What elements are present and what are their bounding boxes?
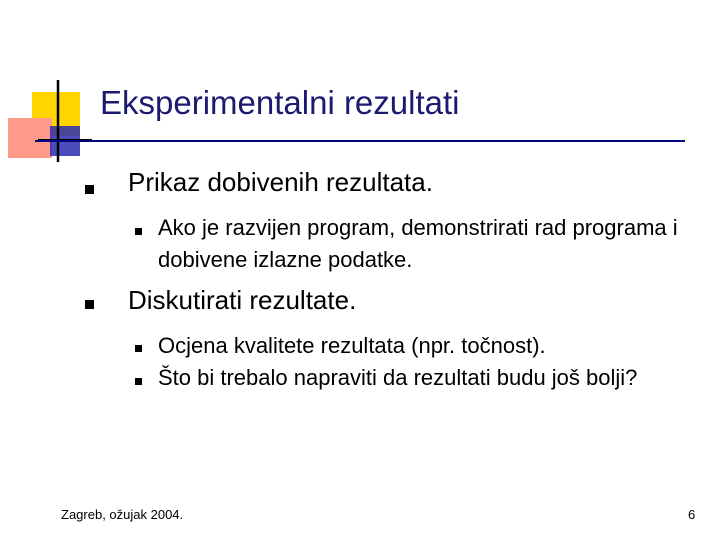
sub-bullet-marker-2-1 [135,345,142,352]
sub-bullet-marker-1-1 [135,228,142,235]
sub-bullet-marker-2-2 [135,378,142,385]
sub-bullet-2-1-text: Ocjena kvalitete rezultata (npr. točnost). [158,333,546,358]
bullet-2-text: Diskutirati rezultate. [128,285,357,315]
footer-date: Zagreb, ožujak 2004. [61,507,184,522]
page-number: 6 [688,507,696,522]
bullet-marker-1 [85,185,94,194]
sub-bullet-1-1-text: Ako je razvijen program, demonstrirati rad programa i dobivene izlazne podatke. [158,215,678,272]
pink-square [8,118,52,158]
bullet-marker-2 [85,300,94,309]
sub-bullet-2-2-text: Što bi trebalo napraviti da rezultati budu još bolji? [158,365,638,390]
slide-title: Eksperimentalni rezultati [100,84,460,121]
bullet-1-text: Prikaz dobivenih rezultata. [128,167,433,197]
title-underline [35,140,685,142]
